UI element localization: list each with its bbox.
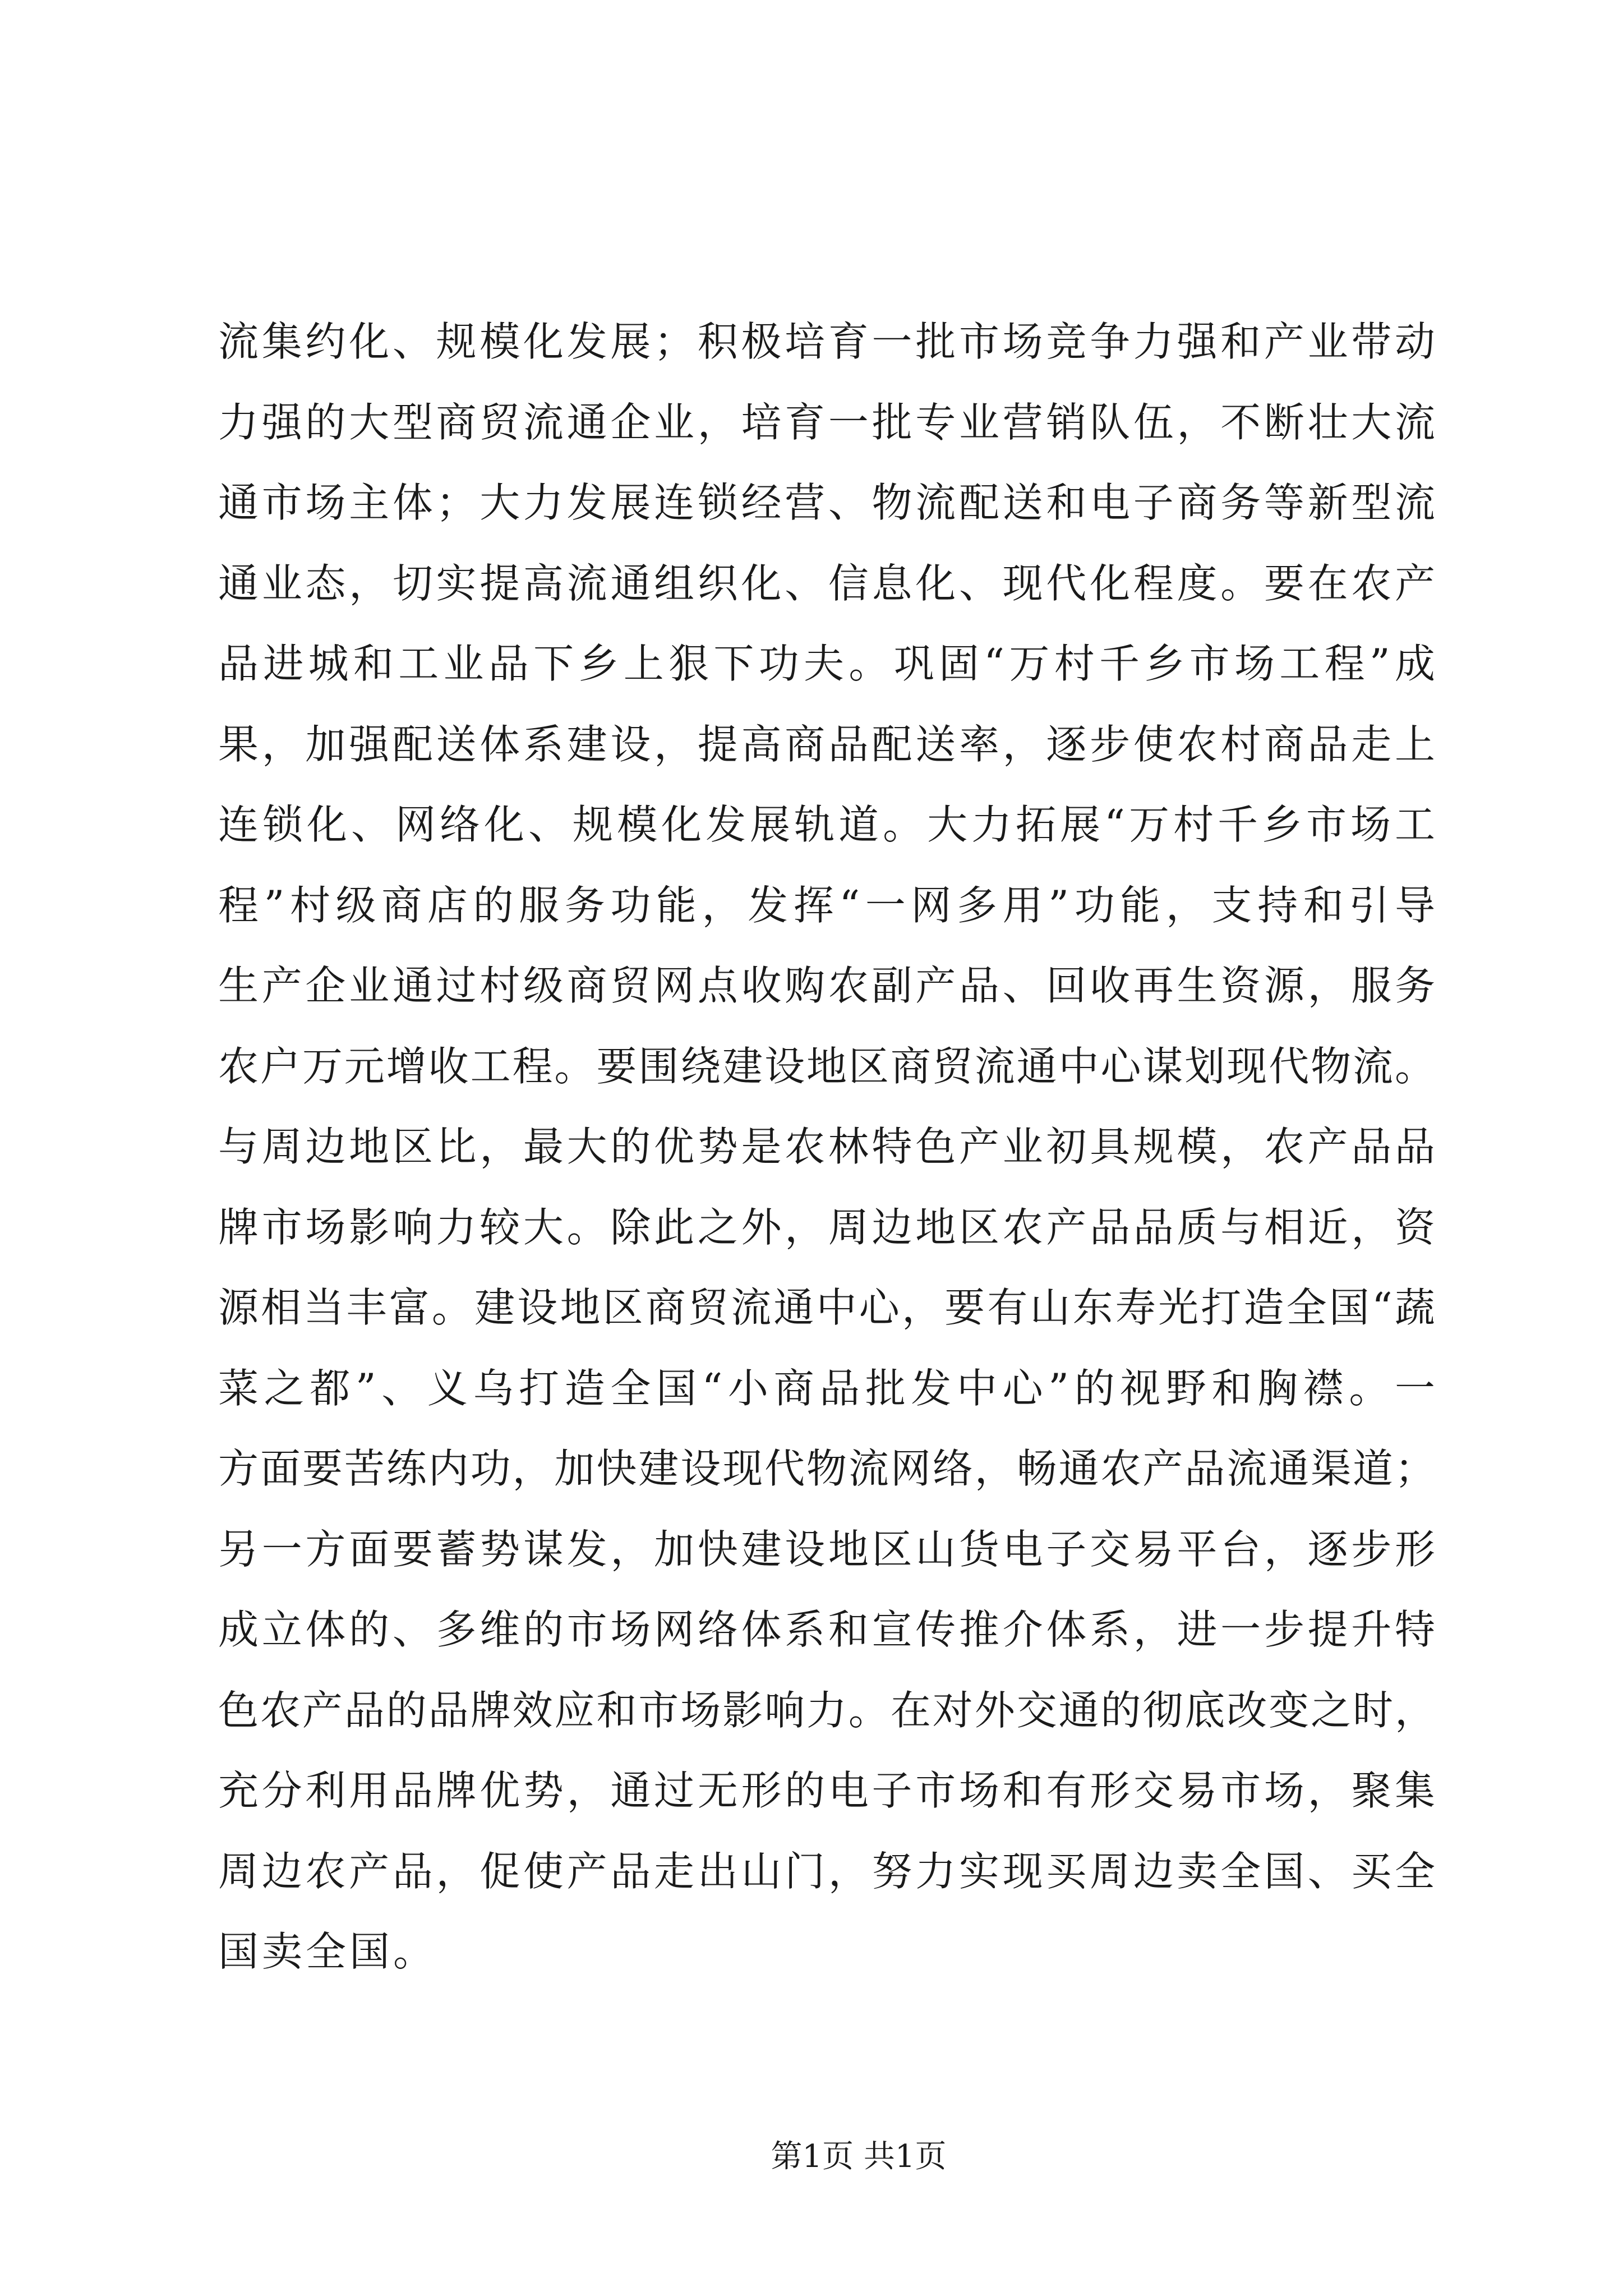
text-line: 品进城和工业品下乡上狠下功夫。巩固“万村千乡市场工程”成 (218, 640, 1435, 687)
text-line: 成立体的、多维的市场网络体系和宣传推介体系，进一步提升特 (218, 1606, 1435, 1653)
text-line: 程”村级商店的服务功能，发挥“一网多用”功能，支持和引导 (218, 881, 1435, 929)
text-line: 牌市场影响力较大。除此之外，周边地区农产品品质与相近，资 (218, 1203, 1435, 1251)
text-line: 另一方面要蓄势谋发，加快建设地区山货电子交易平台，逐步形 (218, 1525, 1435, 1573)
page-footer: 第1页 共1页 (771, 2138, 947, 2175)
text-line: 菜之都”、义乌打造全国“小商品批发中心”的视野和胸襟。一 (218, 1364, 1435, 1412)
body-paragraph (218, 302, 1435, 1993)
text-line: 力强的大型商贸流通企业，培育一批专业营销队伍，不断壮大流 (218, 398, 1435, 446)
text-line: 色农产品的品牌效应和市场影响力。在对外交通的彻底改变之时， (218, 1686, 1435, 1734)
text-line: 通市场主体；大力发展连锁经营、物流配送和电子商务等新型流 (218, 479, 1435, 526)
text-line: 周边农产品，促使产品走出山门，努力实现买周边卖全国、买全 (218, 1847, 1435, 1895)
text-line: 充分利用品牌优势，通过无形的电子市场和有形交易市场，聚集 (218, 1767, 1435, 1814)
text-line: 方面要苦练内功，加快建设现代物流网络，畅通农产品流通渠道； (218, 1445, 1435, 1492)
text-line: 生产企业通过村级商贸网点收购农副产品、回收再生资源，服务 (218, 962, 1435, 1009)
text-line: 源相当丰富。建设地区商贸流通中心，要有山东寿光打造全国“蔬 (218, 1284, 1435, 1331)
text-line: 连锁化、网络化、规模化发展轨道。大力拓展“万村千乡市场工 (218, 801, 1435, 848)
text-line: 流集约化、规模化发展；积极培育一批市场竞争力强和产业带动 (218, 318, 1435, 365)
text-line: 果，加强配送体系建设，提高商品配送率，逐步使农村商品走上 (218, 720, 1435, 768)
text-line-last: 国卖全国。 (218, 1928, 437, 1975)
text-line: 通业态，切实提高流通组织化、信息化、现代化程度。要在农产 (218, 559, 1435, 607)
text-line: 农户万元增收工程。要围绕建设地区商贸流通中心谋划现代物流。 (218, 1042, 1435, 1090)
text-line: 与周边地区比，最大的优势是农林特色产业初具规模，农产品品 (218, 1123, 1435, 1170)
